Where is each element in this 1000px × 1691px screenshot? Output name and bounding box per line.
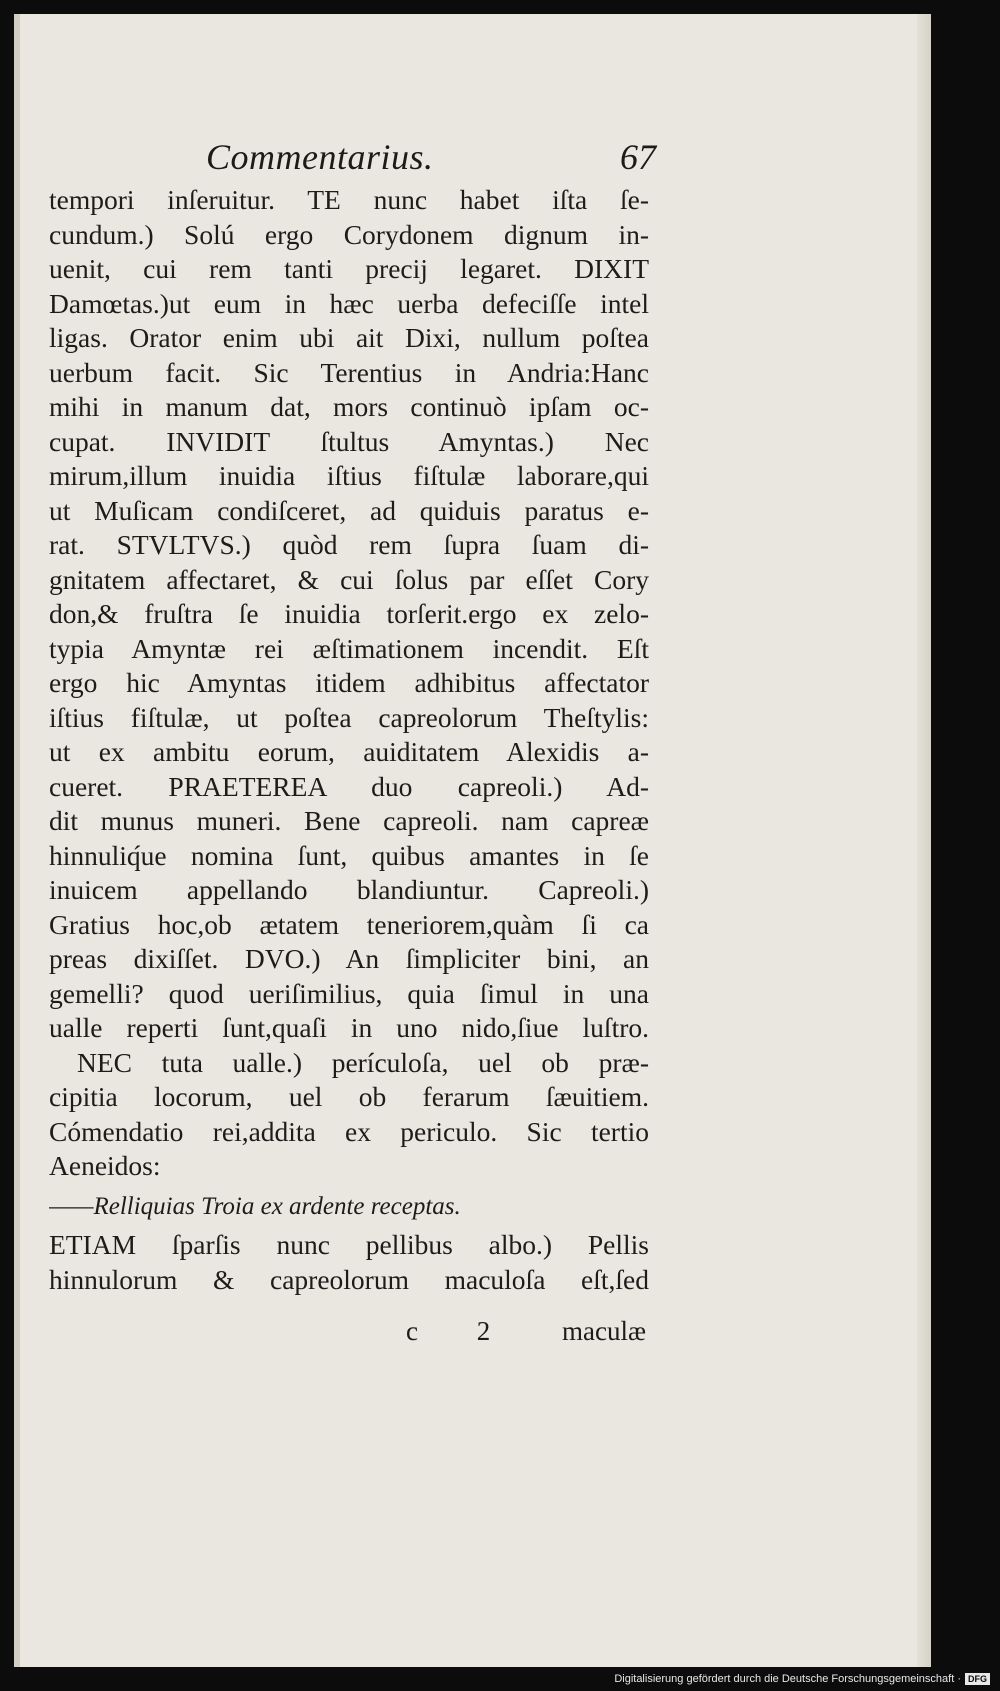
running-head: Commentarius. [206,137,434,177]
text-line: mirum,illum inuidia iſtius fiſtulæ laborare,qui [49,460,649,491]
text-line: cipitia locorum, uel ob ferarum ſæuitiem. [49,1081,649,1112]
text-line: gnitatem affectaret, & cui ſolus par eſſet Cory [49,563,649,595]
page-header [206,136,656,182]
verse-quotation: ——Relliquias Troia ex ardente receptas. [49,1192,461,1220]
text-line: NEC tuta ualle.) perículoſa, uel ob præ- [77,1046,649,1078]
text-line: inuicem appellando blandiuntur. Capreoli.) [49,874,649,905]
text-line: Aeneidos: [49,1150,161,1181]
text-line: ergo hic Amyntas itidem adhibitus affectator [49,667,649,698]
text-line: ualle reperti ſunt,quaſi in uno nido,ſiue luſtro. [49,1012,649,1043]
text-line: dit munus muneri. Bene capreoli. nam capreæ [49,805,649,836]
catchword: maculæ [562,1316,646,1346]
text-line: iſtius fiſtulæ, ut poſtea capreolorum Theſtylis: [49,701,649,733]
page-footer [406,1316,646,1350]
text-line: typia Amyntæ rei æſtimationem incendit. Eſt [49,632,649,664]
text-line: ETIAM ſparſis nunc pellibus albo.) Pellis [49,1229,649,1260]
text-line: ut Muſicam condiſceret, ad quiduis paratus e- [49,494,649,526]
text-line: Gratius hoc,ob ætatem teneriorem,quàm ſi ca [49,908,649,940]
page-edge [917,14,931,1667]
text-line: ligas. Orator enim ubi ait Dixi, nullum poſtea [49,322,649,353]
text-line: preas dixiſſet. DVO.) An ſimpliciter bini, an [49,943,649,974]
text-line: hinnulorum & capreolorum maculoſa eſt,ſed [49,1263,649,1295]
text-line: mihi in manum dat, mors continuò ipſam oc- [49,391,649,422]
dfg-logo: DFG [965,1673,990,1685]
text-line: don,& fruſtra ſe inuidia torſerit.ergo ex zelo- [49,598,649,629]
text-line: cundum.) Solú ergo Corydonem dignum in- [49,218,649,250]
text-line: cupat. INVIDIT ſtultus Amyntas.) Nec [49,425,649,457]
digitization-credit [614,1673,990,1685]
page-number: 67 [620,137,656,177]
text-line: Damœtas.)ut eum in hæc uerba defeciſſe intel [49,287,649,319]
credit-text: Digitalisierung gefördert durch die Deutsche Forschungsgemeinschaft · [614,1673,961,1685]
text-line: uenit, cui rem tanti precij legaret. DIXIT [49,253,649,284]
text-line: cueret. PRAETEREA duo capreoli.) Ad- [49,770,649,802]
text-line: uerbum facit. Sic Terentius in Andria:Hanc [49,356,649,388]
text-line: rat. STVLTVS.) quòd rem ſupra ſuam di- [49,529,649,560]
text-line: Cómendatio rei,addita ex periculo. Sic tertio [49,1115,649,1147]
signature-mark: c 2 [406,1316,517,1346]
text-line: tempori inſeruitur. TE nunc habet iſta ſe- [49,184,649,215]
text-line: ut ex ambitu eorum, auiditatem Alexidis a- [49,736,649,767]
text-line: gemelli? quod ueriſimilius, quia ſimul in una [49,977,649,1009]
text-line: hinnuliq́ue nomina ſunt, quibus amantes in ſe [49,839,649,871]
body-text [49,183,649,1297]
